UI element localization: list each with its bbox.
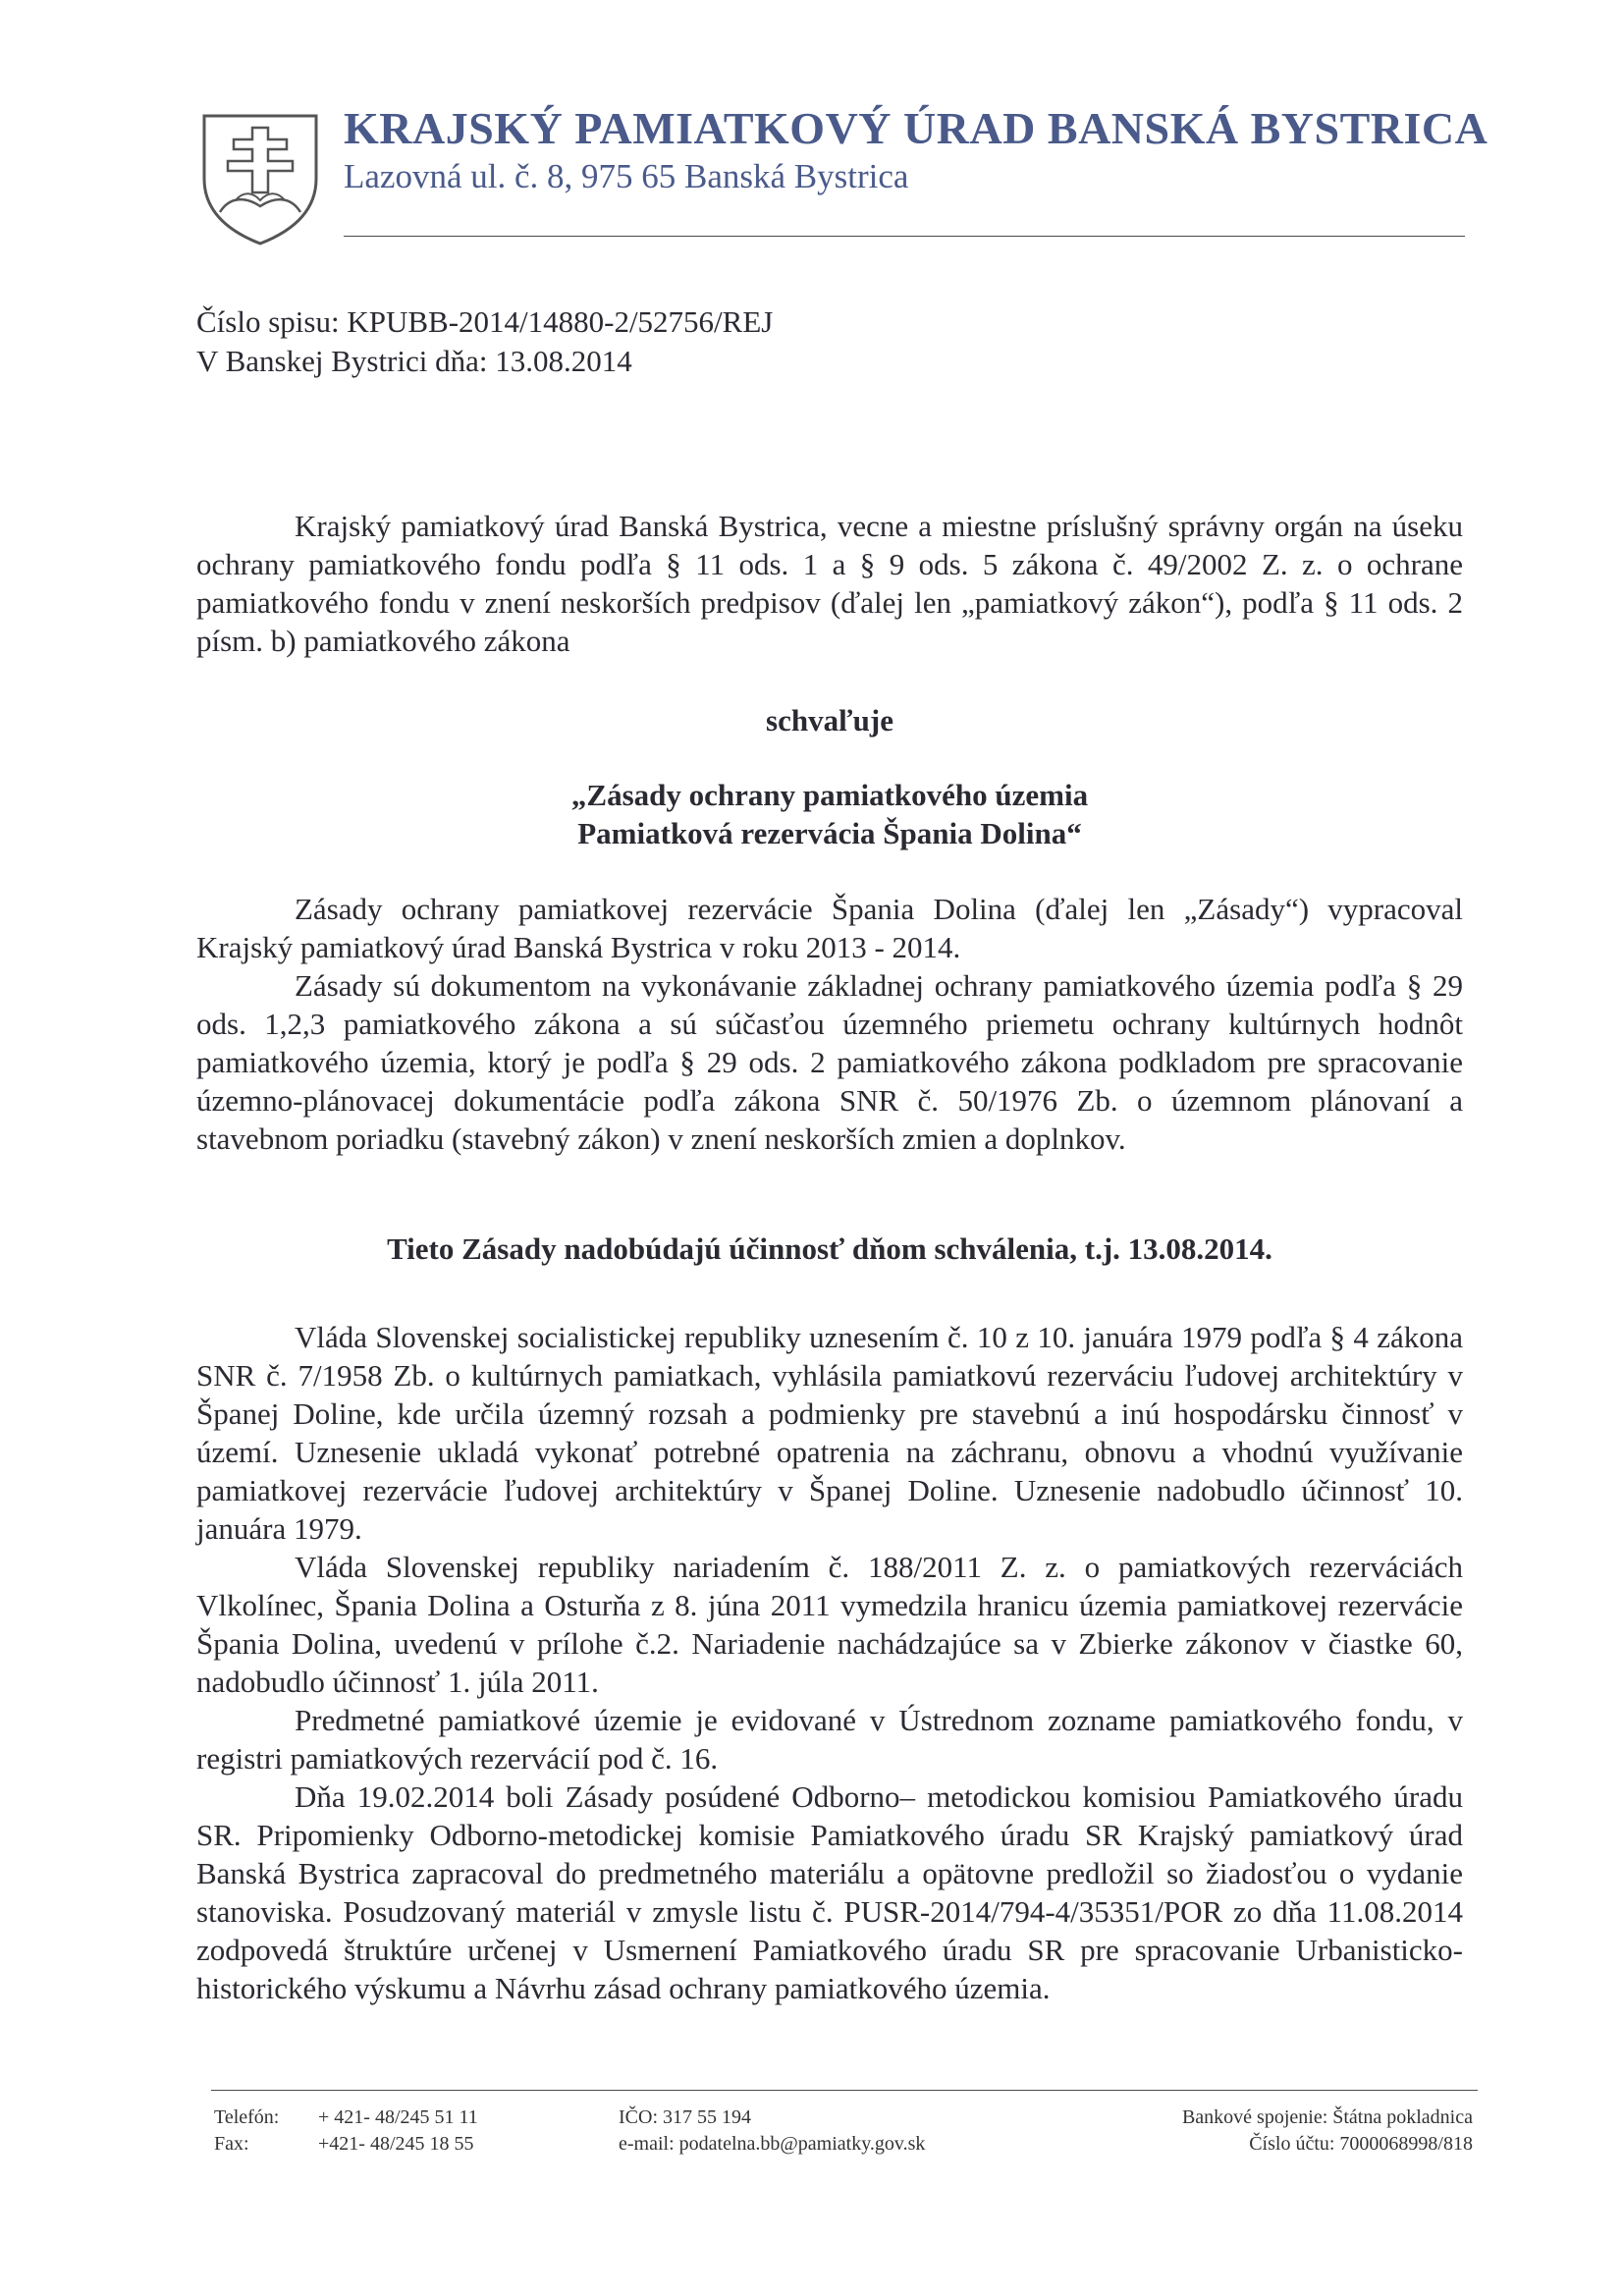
paragraph-6: Dňa 19.02.2014 boli Zásady posúdené Odborno– metodickou komisiou Pamiatkového úradu SR. Pripomienky Odborno-metodickej komisie Pamiatkového úradu SR Krajský pamiatkový úrad Banská Bystrica zapracoval do predmetného materiálu a opätovne predložil so žiadosťou o vydanie stanoviska. Posudzovaný materiál v zmysle listu č. PUSR-2014/794-4/35351/POR zo dňa 11.08.2014 zodpovedá štruktúre určenej v Usmernení Pamiatkového úradu SR pre spracovanie Urbanisticko-historického výskumu a Návrhu zásad ochrany pamiatkového územia.	[196, 1779, 1463, 2005]
intro-paragraph: Krajský pamiatkový úrad Banská Bystrica, vecne a miestne príslušný správny orgán na úseku ochrany pamiatkového fondu podľa § 11 ods. 1 a § 9 ods. 5 zákona č. 49/2002 Z. z. o ochrane pamiatkového fondu v znení neskorších predpisov (ďalej len „pamiatkový zákon“), podľa § 11 ods. 2 písm. b) pamiatkového zákona	[196, 509, 1463, 658]
document-meta	[196, 302, 773, 381]
date-line: V Banskej Bystrici dňa: 13.08.2014	[196, 344, 632, 378]
header-divider	[344, 236, 1465, 237]
footer-ids	[619, 2105, 925, 2158]
effective-date-statement: Tieto Zásady nadobúdajú účinnosť dňom schválenia, t.j. 13.08.2014.	[387, 1231, 1272, 1266]
email-address: e-mail: podatelna.bb@pamiatky.gov.sk	[619, 2133, 926, 2155]
document-title	[196, 776, 1463, 852]
paragraph-4: Vláda Slovenskej republiky nariadením č. 188/2011 Z. z. o pamiatkových rezerváciách Vlkolínec, Špania Dolina a Osturňa z 8. júna 2011 vymedzila hranicu územia pamiatkovej rezervácie Špania Dolina, uvedenú v prílohe č.2. Nariadenie nachádzajúce sa v Zbierke zákonov v čiastke 60, nadobudlo účinnosť 1. júla 2011.	[196, 1550, 1463, 1699]
phone-number: + 421- 48/245 51 11	[318, 2106, 478, 2128]
organization-name: KRAJSKÝ PAMIATKOVÝ ÚRAD BANSKÁ BYSTRICA	[344, 103, 1488, 153]
account-number: Číslo účtu: 7000068998/818	[1249, 2133, 1473, 2155]
bank-connection: Bankové spojenie: Štátna pokladnica	[1181, 2106, 1473, 2128]
paragraph-1: Zásady ochrany pamiatkovej rezervácie Špania Dolina (ďalej len „Zásady“) vypracoval Krajský pamiatkový úrad Banská Bystrica v roku 2013 - 2014.	[196, 892, 1463, 964]
phone-label: Telefón:	[214, 2106, 280, 2128]
paragraph-3: Vláda Slovenskej socialistickej republiky uznesením č. 10 z 10. januára 1979 podľa § 4 zákona SNR č. 7/1958 Zb. o kultúrnych pamiatkach, vyhlásila pamiatkovú rezerváciu ľudovej architektúry v Španej Doline, kde určila územný rozsah a podmienky pre stavebnú a inú hospodársku činnosť v území. Uznesenie ukladá vykonať potrebné opatrenia na záchranu, obnovu a vhodnú využívanie pamiatkovej rezervácie ľudovej architektúry v Španej Doline. Uznesenie nadobudlo účinnosť 10. januára 1979.	[196, 1320, 1463, 1546]
fax-number: +421- 48/245 18 55	[318, 2133, 474, 2155]
title-line-1: „Zásady ochrany pamiatkového územia	[570, 778, 1089, 812]
slovak-coat-of-arms-icon	[196, 110, 324, 247]
footer-divider	[211, 2090, 1478, 2091]
footer-contacts	[214, 2105, 478, 2158]
footer-bank	[1080, 2105, 1473, 2158]
paragraph-5: Predmetné pamiatkové územie je evidované v Ústrednom zozname pamiatkového fondu, v registri pamiatkových rezervácií pod č. 16.	[196, 1703, 1463, 1776]
organization-address: Lazovná ul. č. 8, 975 65 Banská Bystrica	[344, 157, 909, 195]
paragraph-2: Zásady sú dokumentom na vykonávanie základnej ochrany pamiatkového územia podľa § 29 ods. 1,2,3 pamiatkového zákona a sú súčasťou územného priemetu ochrany kultúrnych hodnôt pamiatkového územia, ktorý je podľa § 29 ods. 2 pamiatkového zákona podkladom pre spracovanie územno-plánovacej dokumentácie podľa zákona SNR č. 50/1976 Zb. o územnom plánovaní a stavebnom poriadku (stavebný zákon) v znení neskorších zmien a doplnkov.	[196, 968, 1463, 1156]
approves-heading: schvaľuje	[766, 703, 893, 738]
fax-label: Fax:	[214, 2133, 249, 2155]
title-line-2: Pamiatková rezervácia Špania Dolina“	[577, 816, 1082, 850]
ico-number: IČO: 317 55 194	[619, 2106, 751, 2128]
file-number: Číslo spisu: KPUBB-2014/14880-2/52756/REJ	[196, 304, 774, 339]
